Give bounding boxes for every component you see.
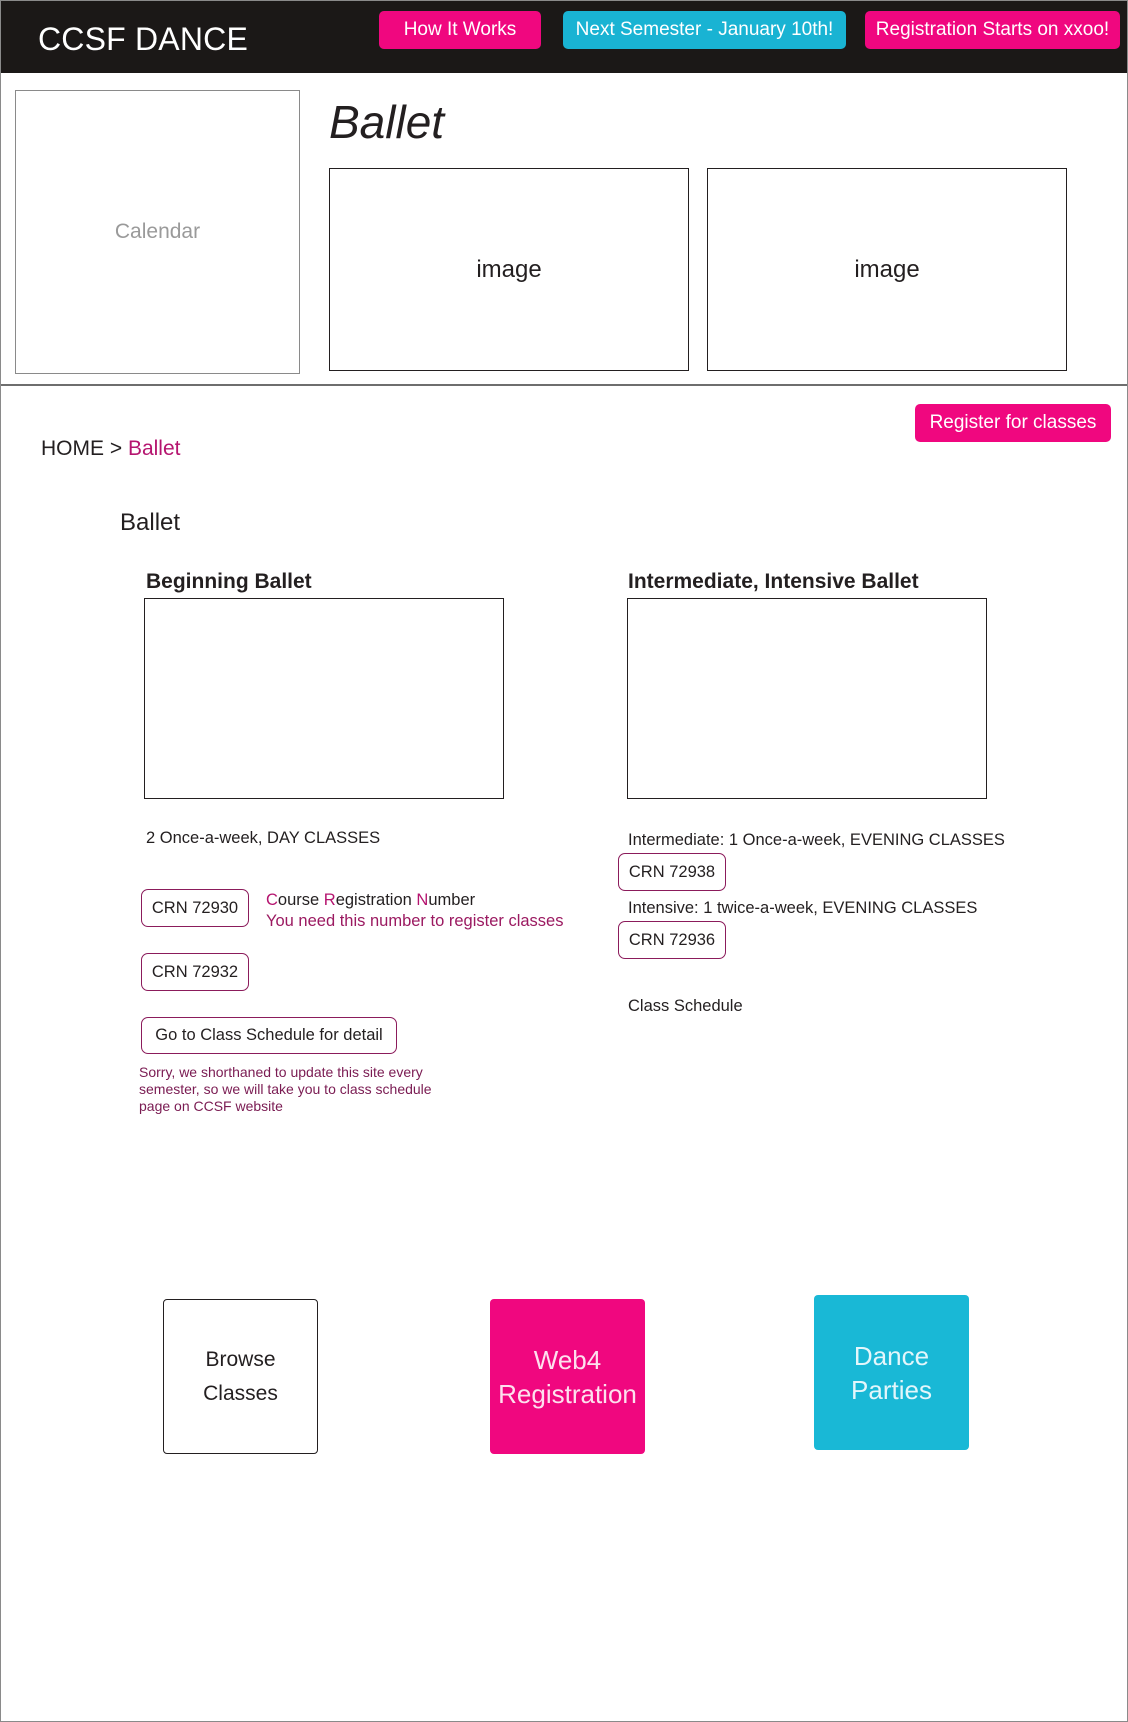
intensive-schedule-text: Intensive: 1 twice-a-week, EVENING CLASSES bbox=[628, 899, 978, 917]
crn-def-n: N bbox=[416, 891, 429, 909]
go-to-class-schedule-button[interactable]: Go to Class Schedule for detail bbox=[141, 1017, 397, 1054]
how-it-works-button[interactable]: How It Works bbox=[379, 11, 541, 49]
breadcrumb-separator: > bbox=[109, 437, 123, 460]
crn-def-r-rest: egistration bbox=[335, 891, 417, 909]
next-semester-button[interactable]: Next Semester - January 10th! bbox=[563, 11, 846, 49]
registration-starts-button[interactable]: Registration Starts on xxoo! bbox=[865, 11, 1120, 49]
crn-def-c-rest: ourse bbox=[277, 891, 324, 909]
beginning-ballet-image bbox=[144, 598, 504, 799]
crn-def-r: R bbox=[323, 891, 336, 909]
section-title: Ballet bbox=[120, 509, 181, 536]
breadcrumb-current: Ballet bbox=[127, 437, 181, 460]
hero-image-2-label: image bbox=[854, 255, 920, 283]
crn-def-c: C bbox=[266, 891, 278, 909]
crn-72938-badge: CRN 72938 bbox=[618, 853, 726, 891]
hero-image-2 bbox=[707, 168, 1067, 371]
crn-def-n-rest: umber bbox=[428, 891, 476, 909]
intermediate-ballet-title: Intermediate, Intensive Ballet bbox=[628, 570, 919, 593]
hero-title: Ballet bbox=[329, 96, 445, 148]
web4-tile-line1: Web4 bbox=[533, 1344, 602, 1375]
crn-72932-badge: CRN 72932 bbox=[141, 953, 249, 991]
parties-tile-line1: Dance bbox=[853, 1340, 930, 1371]
browse-classes-tile[interactable] bbox=[163, 1299, 318, 1454]
hero-image-1 bbox=[329, 168, 689, 371]
sorry-note: Sorry, we shorthaned to update this site every semester, so we will take you to class schedule page on CCSF website bbox=[139, 1064, 432, 1114]
web4-tile-line2: Registration bbox=[498, 1378, 637, 1409]
site-logo[interactable]: CCSF DANCE bbox=[38, 21, 249, 57]
crn-72930-badge: CRN 72930 bbox=[141, 889, 249, 927]
browse-tile-line2: Classes bbox=[203, 1381, 278, 1405]
intermediate-schedule-text: Intermediate: 1 Once-a-week, EVENING CLASSES bbox=[628, 831, 1005, 849]
browse-tile-line1: Browse bbox=[205, 1347, 276, 1371]
class-schedule-link[interactable]: Class Schedule bbox=[628, 997, 743, 1015]
intermediate-ballet-image bbox=[627, 598, 987, 799]
dance-parties-tile[interactable] bbox=[814, 1295, 969, 1450]
beginning-ballet-title: Beginning Ballet bbox=[146, 570, 312, 593]
calendar-widget[interactable] bbox=[15, 90, 300, 374]
breadcrumb-home[interactable]: HOME bbox=[41, 437, 104, 460]
web4-registration-tile[interactable] bbox=[490, 1299, 645, 1454]
hero-image-1-label: image bbox=[476, 255, 542, 283]
calendar-label: Calendar bbox=[114, 220, 201, 243]
crn-definition-note: You need this number to register classes bbox=[266, 912, 564, 930]
beginning-schedule-text: 2 Once-a-week, DAY CLASSES bbox=[146, 829, 381, 847]
crn-definition bbox=[266, 890, 563, 932]
parties-tile-line2: Parties bbox=[851, 1374, 932, 1405]
breadcrumb bbox=[41, 437, 180, 461]
register-for-classes-button[interactable]: Register for classes bbox=[915, 404, 1111, 442]
hero-section bbox=[1, 73, 1127, 386]
crn-72936-badge: CRN 72936 bbox=[618, 921, 726, 959]
crn-definition-title bbox=[266, 890, 563, 911]
